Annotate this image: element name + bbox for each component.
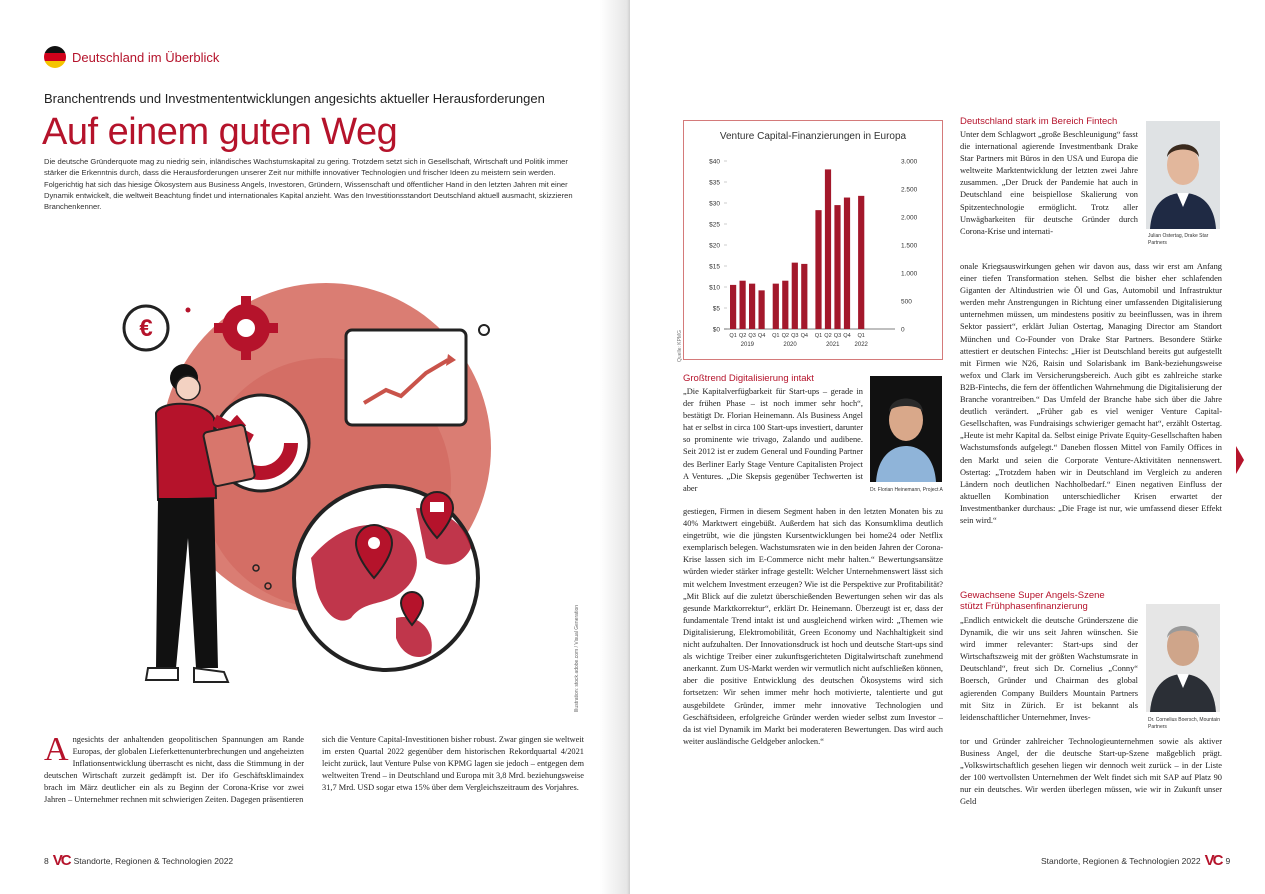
section1-text-top: „Die Kapitalverfügbarkeit für Start-ups – gerade in der frühen Phase – ist noch immer sehr hoch“, bestätigt Dr. Florian Heinemann. Als Business Angel hat er selbst in circa 100 Start-ups investiert, darunter so prominente wie trivago, Zalando und audibene. Seit 2012 ist er zudem General und Founding Partner des Berliner Early Stage Venture Capitalisten Project A Ventures. „Die Skepsis gegenüber Techwerten ist aber: [683, 387, 863, 493]
portrait-heinemann: [870, 376, 942, 482]
x-tick-quarter: Q3: [833, 333, 842, 339]
x-tick-quarter: Q2: [738, 333, 747, 339]
page-number: 9: [1225, 855, 1231, 866]
chart-bar: [834, 205, 840, 329]
article-kicker: Branchentrends und Investmententwicklungen angesichts aktueller Herausforderungen: [44, 91, 545, 106]
caption-heinemann: Dr. Florian Heinemann, Project A: [870, 487, 943, 493]
chart-source: Quelle: KPMG: [677, 330, 683, 362]
section-heading-line1: Gewachsene Super Angels-Szene: [960, 590, 1105, 601]
section-heading-fintech: Deutschland stark im Bereich Fintech: [960, 116, 1118, 127]
chart-bar: [730, 285, 736, 329]
vc-chart: [683, 120, 943, 360]
y-tick-left: $0: [712, 326, 720, 334]
section3-text-top: „Endlich entwickelt die deutsche Gründerszene die Dynamik, die wir uns seit Jahren wünschen. Sie wird immer relevanter: Start-ups sind der Wirtschaftszweig mit der größten Wachstumsrate in Deutschland“, freut sich Dr. Cornelius „Conny“ Boersch, Gründer und Chairman des global agierenden Company Builders Mountain Partners mit Sitz in Zürich. Er ist bekannt als leidenschaftlicher Unternehmer, Inves-: [960, 616, 1138, 722]
section2-text-top: Unter dem Schlagwort „große Beschleunigung“ fasst die international agierende Investmentbank Drake Star Partners mit Büros in den USA und Europa die weltweite Marktentwicklung der letzten zwei Jahre zusammen. „Der Druck der Pandemie hat auch in Deutschland eine beispiellose Skalierung von Spitzentechnologie ermöglicht. Trotz aller Unwägbarkeiten für deutsche Gründer durch Corona-Krise und internati-: [960, 130, 1138, 236]
section1-text-rest: gestiegen, Firmen in diesem Segment haben in den letzten Monaten bis zu 40% Marktwert eingebüßt. Außerdem hat sich das Konsumklima deutlich eingetrübt, wie die jüngsten Kursentwicklungen bei home24 oder Netflix exemplarisch belegen. Wachstumsraten wie in den beiden Jahren der Corona-Krise lassen sich im E-Commerce nicht mehr halten.“ Bewertungsansätze würden wieder stärker infrage gestellt: Welcher Unternehmenswert lässt sich mit welchem Investment erzeugen? Wie ist die Perspektive zur Profitabilität? „Mit Blick auf die zuletzt überschießenden Bewertungen sehen wir das als gesunde Marktkorrektur“, erklärt Dr. Heinemann. Überzeugt ist er, dass der fundamentale Trend intakt ist und ausgleichend wirken wird: „Themen wie Digitalisierung, Elektromobilität, Green Economy und Nachhaltigkeit sind nicht aufzuhalten. Der Innovationsdruck ist hoch und deutsche Start-ups sind als wichtige Treiber einer zukunftsgerichteten Digitalwirtschaft zunehmend anerkannt. Zum US-Markt werden wir vermutlich nicht aufschließen können, aber die positive Entwicklung des deutschen Ökosystems wird sich fortsetzen: Wir sehen immer mehr hoch motivierte, talentierte und gut ausgebildete Gründer, immer mehr innovative Technologien und Geschäftsideen, erfolgreiche Gründer werden wieder selbst zum Investor – da ist viel Dynamik im Markt bei moderateren Bewertungen. Das wird auch weiter ausländische Geldgeber anlocken.“: [683, 507, 943, 746]
caption-ostertag: Julian Ostertag, Drake Star Partners: [1148, 233, 1209, 246]
y-tick-left: $15: [709, 263, 720, 271]
vc-logo: VC: [52, 852, 70, 869]
body-column-1: [44, 731, 304, 807]
euro-icon: [124, 306, 168, 350]
y-tick-left: $10: [709, 284, 720, 292]
y-tick-right: 500: [901, 298, 912, 306]
page-number: 8: [44, 855, 49, 866]
x-tick-year: 2019: [740, 342, 755, 348]
svg-text:€: €: [139, 315, 153, 342]
x-tick-quarter: Q3: [791, 333, 799, 339]
left-footer: [44, 852, 233, 869]
y-tick-left: $40: [709, 158, 720, 166]
body-text: ngesichts der anhaltenden geopolitischen Spannungen am Rande Europas, der globalen Lieferkettenunterbrechungen und angeheizten Inflationsentwicklung überrascht es nicht, dass die Stimmung in der deutschen Wirtschaft zurzeit gedämpft ist. Der ifo Geschäftsklimaindex brach im März deutlicher ein als zu Beginn der Corona-Krise vor zwei Jahren – Unternehmer rechnen mit schwierigen Zeiten. Dagegen präsentieren: [44, 735, 304, 805]
right-footer: [1041, 852, 1230, 869]
x-tick-quarter: Q1: [814, 333, 823, 339]
chart-bar: [773, 284, 779, 329]
x-tick-quarter: Q4: [757, 333, 766, 339]
x-tick-quarter: Q2: [824, 333, 832, 339]
portrait-ostertag: [1146, 121, 1220, 229]
y-tick-left: $20: [709, 242, 720, 250]
x-tick-quarter: Q1: [729, 333, 737, 339]
y-tick-right: 3.000: [901, 158, 918, 166]
chart-bar: [759, 290, 765, 329]
chart-bar: [782, 281, 788, 329]
germany-flag-icon: [44, 46, 66, 68]
x-tick-quarter: Q4: [843, 333, 851, 339]
page-arrow-icon[interactable]: [1236, 446, 1244, 474]
dropcap: A: [44, 731, 69, 768]
section-heading-line2: stützt Frühphasenfinanzierung: [960, 601, 1088, 612]
y-tick-left: $5: [712, 305, 720, 313]
left-page: [0, 0, 630, 894]
section2-text-rest: onale Kriegsauswirkungen gehen wir davon aus, dass wir erst am Anfang einer tiefen Transformation stehen. Selbst die bisher eher schlafenden Giganten der Altindustrien wie Öl und Gas, Automobil und Infrastruktur werden mehr Anstrengungen in Richtung einer umfassenden Digitalisierung unternehmen müssen, um mindestens positiv zu beeinflussen, was in ihrem Sektor passiert“, erklärt Julian Ostertag, Managing Director am Standort München und Co-Founder von Drake Star Partners. Besondere Stärke attestiert er deutschen Fintechs: „Hier ist Deutschland bereits gut aufgestellt mit Firmen wie N26, Raisin und Solarisbank im Bank-beziehungsweise wefox und Clark im Versicherungsbereich. Auch gibt es zahlreiche starke B2B-Fintechs, die fern der öffentlichen Wahrnehmung die Digitalisierung der Branche vorantreiben.“ Das Umfeld der Branche habe sich über die Jahre deutlich verändert. „Früher gab es viel weniger Venture Capital-Gesellschaften, was Fundraisings schwieriger gemacht hat“, erzählt Ostertag. „Heute ist mehr Kapital da. Selbst einige Private Equity-Gesellschaften haben Wachstumsfonds aufgelegt.“ Daneben flossen Mittel von Family Offices in den Markt und seien die Corporate Venture-Aktivitäten nennenswert. Ostertag: „Trotzdem haben wir in Deutschland im Vergleich zu anderen Ländern noch deutlichen Nachholbedarf.“ Einen negativen Einfluss der aktuellen Kombination unterschiedlicher Krisen erwartet der Investmentbanker durchaus: „Die Frage ist nur, wie umfassend dieser Effekt sein wird.“: [960, 262, 1222, 525]
body-column-2: sich die Venture Capital-Investitionen bisher robust. Zwar gingen sie weltweit im ersten Quartal 2022 gegenüber dem historischen Rekordquartal 4/2021 leicht zurück, laut Venture Pulse von KPMG lagen sie jedoch – entgegen dem weltweiten Trend – in Deutschland und Europa mit 3,8 Mrd. beziehungsweise 31,7 Mrd. USD sogar etwa 15% über dem Vergleichszeitraum des Vorjahres.: [322, 735, 584, 793]
footer-text: Standorte, Regionen & Technologien 2022: [73, 855, 234, 866]
startup-illustration: [96, 268, 536, 698]
chart-title: Venture Capital-Finanzierungen in Europa: [719, 131, 907, 142]
section-heading-angels: [960, 590, 1105, 612]
y-tick-right: 1.000: [901, 270, 918, 278]
illustration-credit: Illustration: stock.adobe.com / Visual Generation: [574, 605, 580, 713]
chart-bar: [825, 169, 831, 329]
vc-logo: VC: [1204, 852, 1222, 869]
y-tick-left: $25: [709, 221, 720, 229]
x-tick-quarter: Q4: [800, 333, 809, 339]
x-tick-year: 2022: [854, 342, 868, 348]
chart-bar: [858, 196, 864, 329]
article-intro: Die deutsche Gründerquote mag zu niedrig sein, inländisches Wachstumskapital zu gering. Trotzdem setzt sich in Gesellschaft, Wirtschaft und Politik immer stärker die Erkenntnis durch, dass die Herausforderungen unserer Zeit nur mithilfe innovativer Technologien und frischer Ideen zu meistern sein werden. Folgerichtig hat sich das hiesige Ökosystem aus Business Angels, Investoren, Gründern, Wissenschaft und öffentlicher Hand in den letzten Jahren mit einer Dynamik entwickelt, die weltweit Beachtung findet und internationales Kapital anzieht. Was den Investitionsstandort Deutschland aktuell ausmacht, skizzieren Branchenkenner.: [44, 157, 573, 212]
x-tick-year: 2020: [783, 342, 797, 348]
x-tick-quarter: Q1: [857, 333, 865, 339]
x-tick-year: 2021: [826, 342, 840, 348]
chart-bar: [844, 198, 850, 329]
y-tick-right: 2.000: [901, 214, 918, 222]
footer-text: Standorte, Regionen & Technologien 2022: [1041, 855, 1201, 866]
section-rubric: Deutschland im Überblick: [72, 50, 220, 65]
chart-bar: [792, 263, 798, 329]
portrait-boersch: [1146, 604, 1220, 712]
y-tick-right: 2.500: [901, 186, 918, 194]
y-tick-right: 0: [901, 326, 905, 334]
y-tick-right: 1.500: [901, 242, 918, 250]
caption-boersch: Dr. Cornelius Boersch, Mountain Partners: [1148, 717, 1220, 730]
x-tick-quarter: Q1: [772, 333, 780, 339]
y-tick-left: $35: [709, 179, 720, 187]
x-tick-quarter: Q3: [748, 333, 756, 339]
x-tick-quarter: Q2: [781, 333, 790, 339]
chart-bar: [815, 210, 821, 329]
y-tick-left: $30: [709, 200, 720, 208]
right-page: [630, 0, 1265, 894]
chart-bar: [740, 281, 746, 329]
chart-bar: [801, 264, 807, 329]
section-heading-digital: Großtrend Digitalisierung intakt: [683, 373, 814, 384]
section3-text-rest: tor und Gründer zahlreicher Technologieunternehmen sowie als aktiver Business Angel, der die deutsche Start-up-Szene maßgeblich prägt. „Volkswirtschaftlich gesehen liegen wir dennoch weit zurück – in der Liste der 100 wertvollsten Unternehmen der Welt findet sich mit SAP auf Platz 90 nur ein deutsches. Wir werden überlegen müssen, wie wir in Zukunft unser Geld: [960, 737, 1222, 807]
chart-bar: [749, 284, 755, 329]
chart-plot: [684, 121, 942, 359]
article-headline: Auf einem guten Weg: [42, 111, 398, 153]
